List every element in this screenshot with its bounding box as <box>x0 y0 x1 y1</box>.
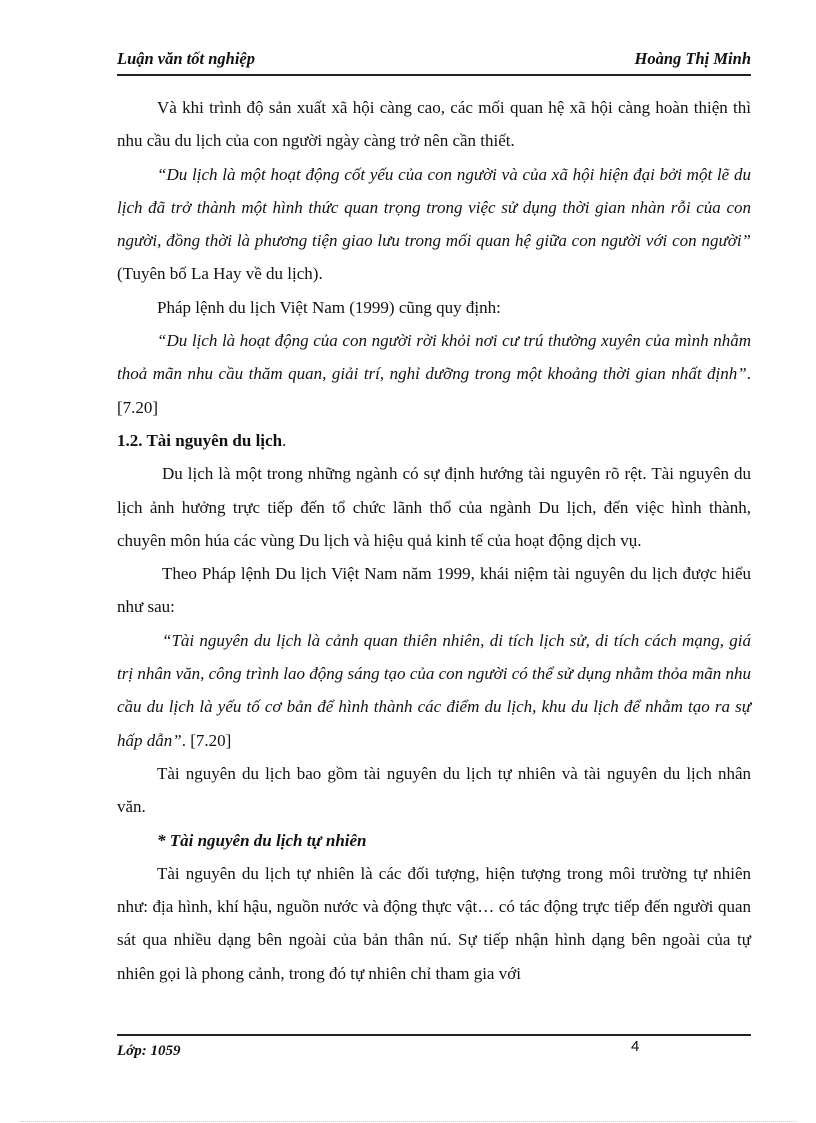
paragraph-text: Tài nguyên du lịch tự nhiên là các đối tượng, hiện tượng trong môi trường tự nhiên như: địa hình, khí hậu, nguồn nước và động thực vật… có tác động trực tiếp đến người quan sát qua nhiều dạng bên ngoài của bản thân nú. Sự tiếp nhận hình dạng bên ngoài của tự nhiên gọi là phong cảnh, trong đó tự nhiên chỉ tham gia với <box>117 863 751 983</box>
quote-text: “Du lịch là hoạt động của con người rời khỏi nơi cư trú thường xuyên của mình nhằm thoả mãn nhu cầu thăm quan, giải trí, nghỉ dưỡng trong một khoảng thời gian nhất định” <box>117 331 751 384</box>
quote-paragraph <box>117 158 751 291</box>
page-footer <box>117 1034 751 1059</box>
subsection-heading <box>117 824 751 857</box>
paragraph-text: Và khi trình độ sản xuất xã hội càng cao, các mối quan hệ xã hội càng hoàn thiện thì nhu cầu du lịch của con người ngày càng trở nên cần thiết. <box>117 98 751 151</box>
heading-text: 1.2. Tài nguyên du lịch <box>117 430 283 450</box>
header-author: Hoàng Thị Minh <box>634 49 751 68</box>
paragraph-text: Du lịch là một trong những ngành có sự định hướng tài nguyên rõ rệt. Tài nguyên du lịch ảnh hưởng trực tiếp đến tổ chức lãnh thổ của ngành Du lịch, đến việc hình thành, chuyên môn húa các vùng Du lịch và hiệu quả kinh tế của hoạt động dịch vụ. <box>117 464 751 550</box>
citation: (Tuyên bố La Hay về du lịch). <box>117 264 323 284</box>
paragraph-text: Pháp lệnh du lịch Việt Nam (1999) cũng quy định: <box>157 297 501 317</box>
paragraph <box>117 557 751 624</box>
header-title: Luận văn tốt nghiệp <box>117 49 255 68</box>
heading-period: . <box>282 430 287 450</box>
quote-paragraph <box>117 624 751 757</box>
page-header <box>117 46 751 76</box>
page-bottom-divider <box>20 1121 796 1122</box>
subsection-text: * Tài nguyên du lịch tự nhiên <box>157 830 367 850</box>
document-body <box>117 91 751 990</box>
paragraph-text: Tài nguyên du lịch bao gồm tài nguyên du lịch tự nhiên và tài nguyên du lịch nhân văn. <box>117 763 751 817</box>
paragraph <box>117 457 751 557</box>
citation: .[7.20] <box>117 364 751 417</box>
paragraph <box>117 291 751 324</box>
quote-text: “Tài nguyên du lịch là cảnh quan thiên nhiên, di tích lịch sử, di tích cách mạng, giá trị nhân văn, công trình lao động sáng tạo của con người có thể sử dụng nhằm thỏa mãn nhu cầu du lịch là yếu tố cơ bản để hình thành các điểm du lịch, khu du lịch để nhằm tạo ra sự hấp dẫn” <box>117 630 751 750</box>
footer-class: Lớp: 1059 <box>117 1043 181 1059</box>
quote-paragraph <box>117 324 751 424</box>
paragraph <box>117 857 751 990</box>
paragraph <box>117 91 751 158</box>
page-number: 4 <box>631 1038 640 1055</box>
quote-text: “Du lịch là một hoạt động cốt yếu của con người và của xã hội hiện đại bởi một lẽ du lịch đã trở thành một hình thức quan trọng trong việc sử dụng thời gian nhàn rỗi của con người, đồng thời là phương tiện giao lưu trong mối quan hệ giữa con người với con người” <box>117 164 751 251</box>
section-heading <box>117 424 751 457</box>
paragraph-text: Theo Pháp lệnh Du lịch Việt Nam năm 1999, khái niệm tài nguyên du lịch được hiểu như sau: <box>117 564 751 617</box>
paragraph <box>117 757 751 824</box>
citation: . [7.20] <box>181 730 232 750</box>
